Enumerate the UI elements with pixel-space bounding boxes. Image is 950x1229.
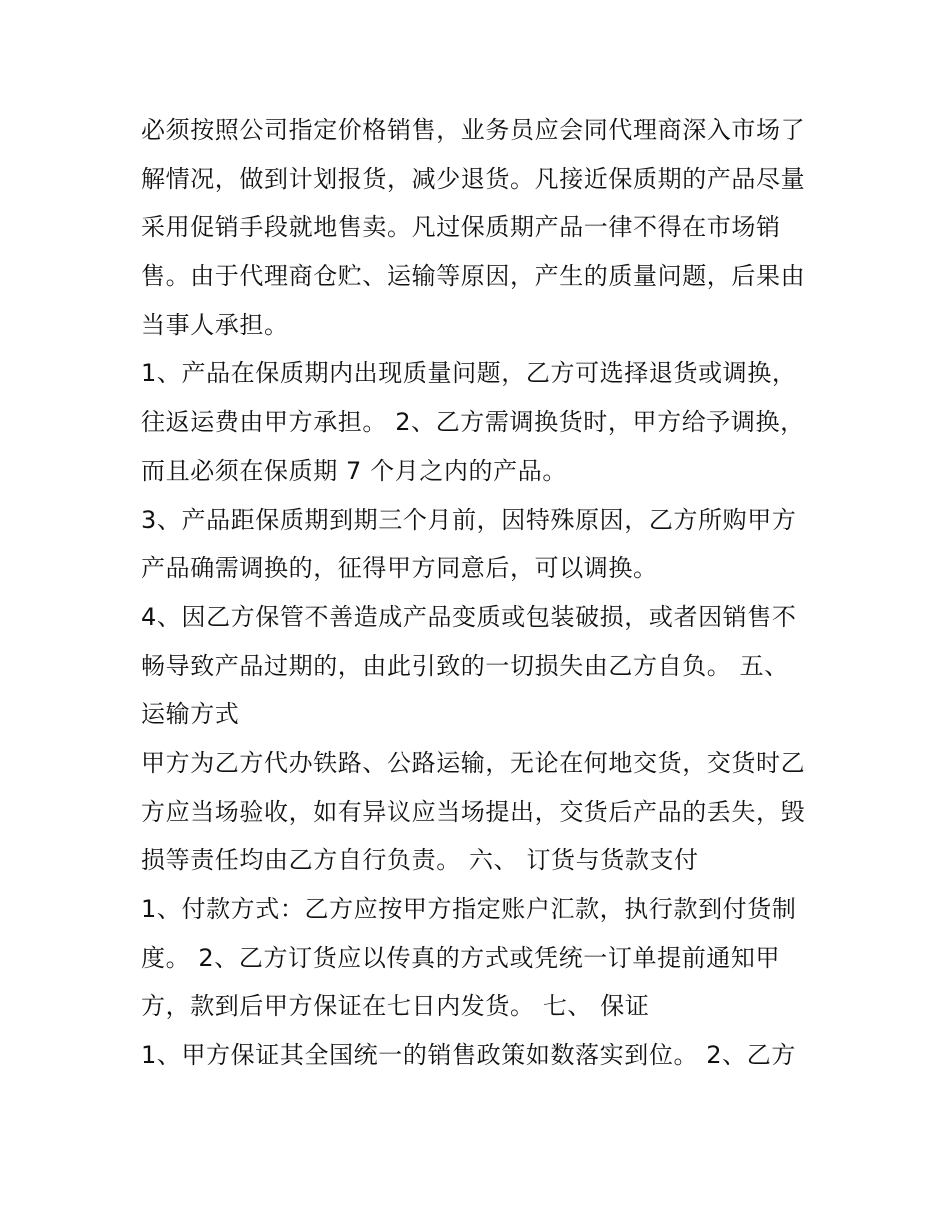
body-line: 售。由于代理商仓贮、运输等原因，产生的质量问题，后果由: [141, 262, 806, 291]
body-line: 1、产品在保质期内出现质量问题，乙方可选择退货或调换，: [141, 359, 797, 388]
body-line: 解情况，做到计划报货，减少退货。凡接近保质期的产品尽量: [141, 164, 806, 193]
body-line: 产品确需调换的，征得甲方同意后，可以调换。: [141, 554, 658, 583]
body-line: 损等责任均由乙方自行负责。 六、 订货与货款支付: [141, 846, 699, 875]
body-line: 必须按照公司指定价格销售，业务员应会同代理商深入市场了: [141, 116, 806, 144]
body-line: 畅导致产品过期的，由此引致的一切损失由乙方自负。 五、: [141, 651, 789, 680]
body-line: 度。 2、乙方订货应以传真的方式或凭统一订单提前通知甲: [141, 943, 781, 972]
section-heading: 运输方式: [141, 700, 240, 729]
body-line: 1、付款方式：乙方应按甲方指定账户汇款，执行款到付货制: [141, 895, 797, 923]
body-line: 往返运费由甲方承担。 2、乙方需调换货时，甲方给予调换，: [141, 408, 805, 437]
body-line: 1、甲方保证其全国统一的销售政策如数落实到位。 2、乙方: [141, 1041, 796, 1070]
body-line: 方应当场验收，如有异议应当场提出，交货后产品的丢失，毁: [141, 797, 806, 826]
body-line: 4、因乙方保管不善造成产品变质或包装破损，或者因销售不: [141, 602, 797, 631]
body-line: 采用促销手段就地售卖。凡过保质期产品一律不得在市场销: [141, 213, 781, 242]
document-body: [141, 106, 831, 1080]
body-line: 而且必须在保质期 7 个月之内的产品。: [141, 456, 567, 485]
body-line: 方，款到后甲方保证在七日内发货。 七、 保证: [141, 992, 650, 1021]
body-line: 3、产品距保质期到期三个月前，因特殊原因，乙方所购甲方: [141, 505, 797, 534]
body-line: 甲方为乙方代办铁路、公路运输，无论在何地交货，交货时乙: [141, 748, 806, 777]
body-line: 当事人承担。: [141, 310, 289, 339]
